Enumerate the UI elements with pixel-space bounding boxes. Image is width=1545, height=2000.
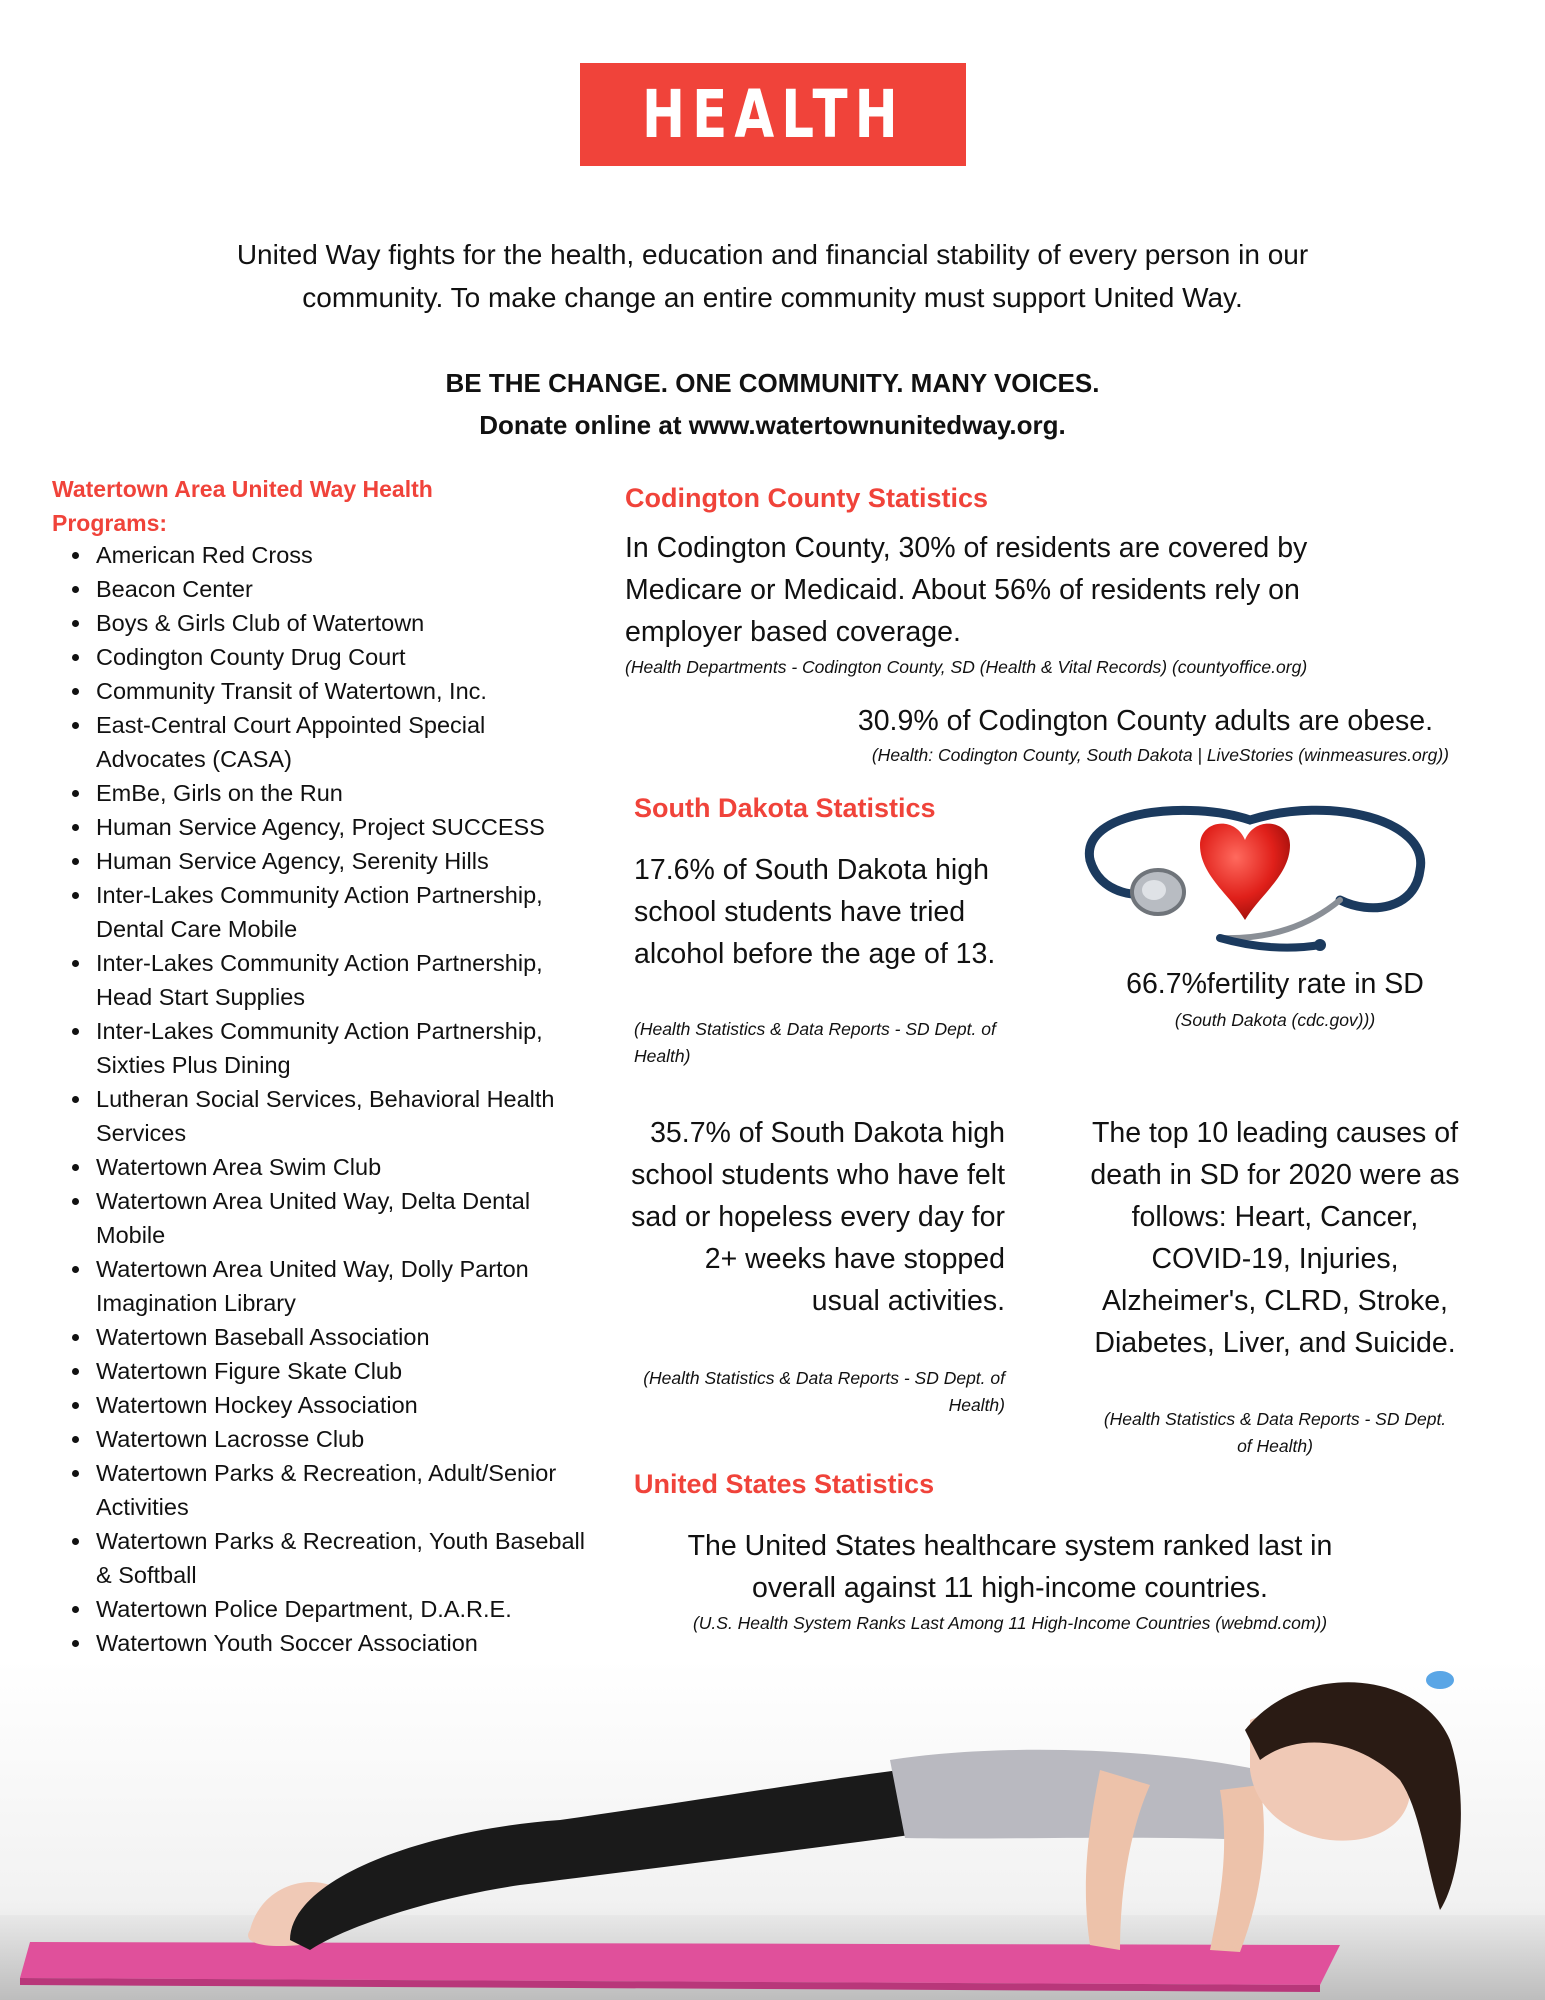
codington-coverage-source: (Health Departments - Codington County, SD (Health & Vital Records) (countyoffice.org) [625, 657, 1308, 677]
program-list-item: Watertown Area Swim Club [52, 1150, 592, 1184]
sd-alcohol-stat: 17.6% of South Dakota high school students have tried alcohol before the age of 13. [634, 854, 996, 970]
us-section-title: United States Statistics [634, 1469, 935, 1499]
slogan-line: BE THE CHANGE. ONE COMMUNITY. MANY VOICES. [445, 368, 1100, 398]
heart-stethoscope-image [1070, 800, 1440, 960]
slogan [140, 362, 1405, 446]
programs-list [52, 538, 592, 1660]
codington-coverage-stat: In Codington County, 30% of residents are covered by Medicare or Medicaid. About 56% of residents rely on employer based coverage. [625, 532, 1308, 648]
program-list-item: Human Service Agency, Serenity Hills [52, 844, 592, 878]
sd-causes-of-death-stat: The top 10 leading causes of death in SD for 2020 were as follows: Heart, Cancer, COVID-19, Injuries, Alzheimer's, CLRD, Stroke, Diabetes, Liver, and Suicide. [1090, 1117, 1460, 1359]
program-list-item: Watertown Police Department, D.A.R.E. [52, 1592, 592, 1626]
codington-section-title: Codington County Statistics [625, 483, 988, 513]
program-list-item: Community Transit of Watertown, Inc. [52, 674, 592, 708]
program-list-item: Beacon Center [52, 572, 592, 606]
program-list-item: Watertown Hockey Association [52, 1388, 592, 1422]
program-list-item: Watertown Lacrosse Club [52, 1422, 592, 1456]
codington-obesity-stat: 30.9% of Codington County adults are obese. [857, 705, 1433, 737]
intro-line: community. To make change an entire community must support United Way. [302, 282, 1243, 313]
sd-sadness-source: (Health Statistics & Data Reports - SD Dept. of Health) [643, 1368, 1005, 1415]
program-list-item: Lutheran Social Services, Behavioral Health Services [52, 1082, 592, 1150]
program-list-item: Watertown Figure Skate Club [52, 1354, 592, 1388]
program-list-item: American Red Cross [52, 538, 592, 572]
sd-fertility-source: (South Dakota (cdc.gov))) [1174, 1010, 1376, 1030]
sd-sadness-stat: 35.7% of South Dakota high school students who have felt sad or hopeless every day for 2+ weeks have stopped usual activities. [631, 1117, 1005, 1317]
program-list-item: Watertown Parks & Recreation, Youth Baseball & Softball [52, 1524, 592, 1592]
program-list-item: Inter-Lakes Community Action Partnership, Sixties Plus Dining [52, 1014, 592, 1082]
intro-paragraph [140, 233, 1405, 319]
donate-line: Donate online at www.watertownunitedway.org. [479, 410, 1066, 440]
us-healthcare-source: (U.S. Health System Ranks Last Among 11 High-Income Countries (webmd.com)) [692, 1613, 1328, 1633]
codington-obesity-source: (Health: Codington County, South Dakota | LiveStories (winmeasures.org)) [871, 745, 1449, 765]
health-banner [580, 63, 966, 166]
program-list-item: Watertown Parks & Recreation, Adult/Senior Activities [52, 1456, 592, 1524]
program-list-item: Boys & Girls Club of Watertown [52, 606, 592, 640]
us-healthcare-stat: The United States healthcare system ranked last in overall against 11 high-income countries. [687, 1530, 1333, 1604]
woman-pushup-image [0, 1660, 1545, 2000]
program-list-item: Watertown Area United Way, Delta Dental Mobile [52, 1184, 592, 1252]
programs-heading: Watertown Area United Way Health Programs: [52, 476, 433, 536]
program-list-item: East-Central Court Appointed Special Advocates (CASA) [52, 708, 592, 776]
program-list-item: Inter-Lakes Community Action Partnership, Dental Care Mobile [52, 878, 592, 946]
sd-alcohol-source: (Health Statistics & Data Reports - SD Dept. of Health) [634, 1019, 996, 1066]
banner-title: HEALTH [641, 76, 905, 153]
program-list-item: Human Service Agency, Project SUCCESS [52, 810, 592, 844]
program-list-item: EmBe, Girls on the Run [52, 776, 592, 810]
sd-causes-of-death-source: (Health Statistics & Data Reports - SD Dept. of Health) [1103, 1409, 1447, 1456]
sd-section-title: South Dakota Statistics [634, 793, 936, 823]
program-list-item: Codington County Drug Court [52, 640, 592, 674]
intro-line: United Way fights for the health, education and financial stability of every person in our [236, 239, 1309, 270]
program-list-item: Watertown Area United Way, Dolly Parton Imagination Library [52, 1252, 592, 1320]
program-list-item: Inter-Lakes Community Action Partnership, Head Start Supplies [52, 946, 592, 1014]
sd-fertility-stat: 66.7%fertility rate in SD [1126, 968, 1424, 1000]
program-list-item: Watertown Youth Soccer Association [52, 1626, 592, 1660]
program-list-item: Watertown Baseball Association [52, 1320, 592, 1354]
